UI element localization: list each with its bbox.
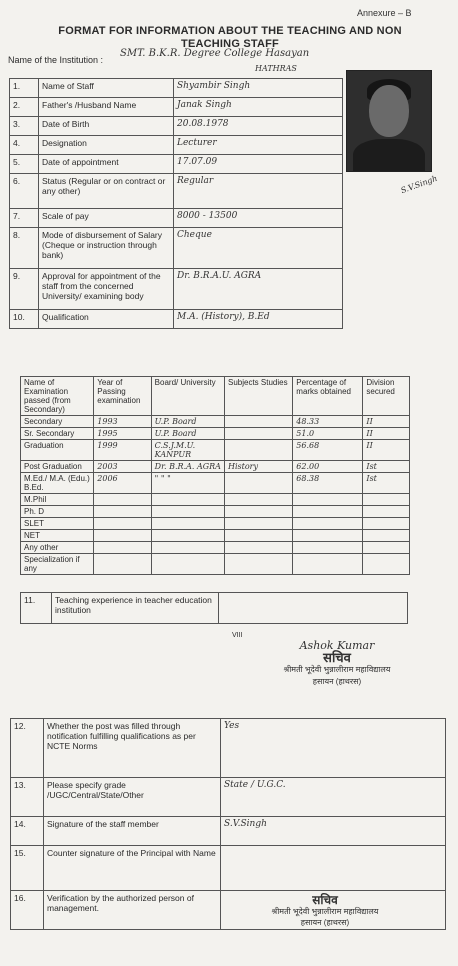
field-label: Status (Regular or on contract or any other): [39, 174, 174, 209]
page-title: FORMAT FOR INFORMATION ABOUT THE TEACHING AND NON TEACHING STAFF: [58, 25, 402, 50]
qualification-cell: [225, 416, 293, 428]
qualification-cell: [225, 428, 293, 440]
qualification-cell: [151, 554, 224, 575]
field-value: Shyambir Singh: [174, 79, 343, 98]
qualification-cell: Secondary: [21, 416, 94, 428]
stamp-line2: हसायन (हाथरस): [312, 677, 362, 686]
qualification-header: Year of Passing examination: [94, 377, 151, 416]
qualification-cell: 68.38: [293, 473, 363, 494]
qualification-cell: 2006: [94, 473, 151, 494]
qualification-cell: [363, 542, 410, 554]
qualification-cell: 1999: [94, 440, 151, 461]
qualification-cell: 1993: [94, 416, 151, 428]
qualification-header: Board/ University: [151, 377, 224, 416]
staff-field-row: [10, 310, 343, 329]
field-label: Designation: [39, 136, 174, 155]
verification-label: Signature of the staff member: [44, 817, 221, 846]
qualification-cell: [363, 518, 410, 530]
field-value: Cheque: [174, 228, 343, 269]
qualification-cell: II: [363, 428, 410, 440]
qualification-cell: SLET: [21, 518, 94, 530]
qualification-cell: [225, 542, 293, 554]
staff-field-row: [10, 209, 343, 228]
qualification-cell: Ph. D: [21, 506, 94, 518]
qualification-cell: [293, 542, 363, 554]
qualification-cell: 1995: [94, 428, 151, 440]
item11-number: 11.: [21, 593, 52, 624]
qualification-cell: [94, 518, 151, 530]
verification-number: 15.: [11, 846, 44, 891]
qualification-cell: [225, 473, 293, 494]
field-value: Janak Singh: [174, 98, 343, 117]
qualification-row: [21, 554, 410, 575]
qualification-cell: II: [363, 440, 410, 461]
qualification-cell: Sr. Secondary: [21, 428, 94, 440]
verification-label: Verification by the authorized person of management.: [44, 891, 221, 930]
field-value: Lecturer: [174, 136, 343, 155]
field-number: 9.: [10, 269, 39, 310]
qualification-cell: Graduation: [21, 440, 94, 461]
staff-field-row: [10, 136, 343, 155]
qualification-cell: [363, 506, 410, 518]
institution-label: Name of the Institution :: [8, 55, 104, 65]
item11-label: Teaching experience in teacher education institution: [52, 593, 219, 624]
institution-value-line2: HATHRAS: [255, 64, 297, 73]
field-label: Approval for appointment of the staff from the concerned University/ examining body: [39, 269, 174, 310]
qualification-cell: [293, 506, 363, 518]
verification-number: 16.: [11, 891, 44, 930]
verification-label: Whether the post was filled through notification fulfilling qualifications as per NCTE Norms: [44, 719, 221, 778]
staff-field-row: [10, 269, 343, 310]
page-marker: VIII: [232, 632, 243, 639]
qualification-cell: [151, 518, 224, 530]
stamp-bottom-line1: श्रीमती भूदेवी भुन्नालीराम महाविद्यालय: [271, 907, 379, 916]
staff-field-row: [10, 98, 343, 117]
qualification-cell: [94, 506, 151, 518]
photo-face: [369, 85, 409, 137]
qualification-cell: [363, 530, 410, 542]
staff-field-row: [10, 155, 343, 174]
qualification-cell: [225, 506, 293, 518]
qualification-row: [21, 416, 410, 428]
qualification-cell: II: [363, 416, 410, 428]
qualification-cell: [94, 542, 151, 554]
secretary-stamp-top: [252, 640, 422, 688]
field-number: 5.: [10, 155, 39, 174]
qualification-cell: [225, 518, 293, 530]
experience-table: [20, 592, 408, 624]
qualification-cell: [151, 542, 224, 554]
staff-field-row: [10, 117, 343, 136]
qualification-cell: 51.0: [293, 428, 363, 440]
field-label: Mode of disbursement of Salary (Cheque or instruction through bank): [39, 228, 174, 269]
qualification-cell: [293, 494, 363, 506]
qualification-row: [21, 461, 410, 473]
verification-number: 13.: [11, 778, 44, 817]
qualification-cell: [225, 530, 293, 542]
qualification-cell: 56.68: [293, 440, 363, 461]
annexure-label: Annexure – B: [357, 8, 412, 18]
qualification-cell: Ist: [363, 473, 410, 494]
field-label: Date of appointment: [39, 155, 174, 174]
qualification-cell: [94, 530, 151, 542]
qualification-row: [21, 494, 410, 506]
qualification-row: [21, 440, 410, 461]
qualification-row: [21, 506, 410, 518]
verification-value: S.V.Singh: [221, 817, 446, 846]
verification-number: 14.: [11, 817, 44, 846]
stamp-signature: Ashok Kumar: [299, 639, 375, 652]
qualification-cell: [151, 506, 224, 518]
qualification-cell: [363, 494, 410, 506]
qualification-cell: NET: [21, 530, 94, 542]
institution-value: SMT. B.K.R. Degree College Hasayan: [120, 48, 310, 59]
qualification-table: [20, 376, 410, 575]
qualification-cell: [94, 494, 151, 506]
field-label: Father's /Husband Name: [39, 98, 174, 117]
field-number: 2.: [10, 98, 39, 117]
verification-value: [221, 846, 446, 891]
qualification-row: [21, 428, 410, 440]
staff-details-table: [9, 78, 343, 329]
qualification-cell: C.S.J.M.U. KANPUR: [151, 440, 224, 461]
qualification-row: [21, 518, 410, 530]
qualification-cell: [363, 554, 410, 575]
qualification-header: Percentage of marks obtained: [293, 377, 363, 416]
qualification-cell: Any other: [21, 542, 94, 554]
verification-number: 12.: [11, 719, 44, 778]
stamp-line1: श्रीमती भूदेवी भुन्नालीराम महाविद्यालय: [283, 665, 391, 674]
photo-shoulders: [353, 139, 425, 172]
item11-value: [219, 593, 408, 624]
qualification-cell: M.Ed./ M.A. (Edu.) B.Ed.: [21, 473, 94, 494]
qualification-cell: " " ": [151, 473, 224, 494]
qualification-cell: History: [225, 461, 293, 473]
field-value: Regular: [174, 174, 343, 209]
stamp-bottom-line2: हसायन (हाथरस): [300, 918, 350, 927]
staff-field-row: [10, 79, 343, 98]
qualification-cell: [151, 494, 224, 506]
qualification-header: Division secured: [363, 377, 410, 416]
qualification-header: Name of Examination passed (from Secondary): [21, 377, 94, 416]
verification-row: [11, 846, 446, 891]
field-label: Scale of pay: [39, 209, 174, 228]
qualification-header: Subjects Studies: [225, 377, 293, 416]
field-value: 17.07.09: [174, 155, 343, 174]
qualification-row: [21, 473, 410, 494]
field-number: 1.: [10, 79, 39, 98]
stamp-title: सचिव: [323, 650, 351, 665]
verification-label: Counter signature of the Principal with Name: [44, 846, 221, 891]
field-value: M.A. (History), B.Ed: [174, 310, 343, 329]
field-label: Date of Birth: [39, 117, 174, 136]
verification-value: State / U.G.C.: [221, 778, 446, 817]
qualification-cell: U.P. Board: [151, 416, 224, 428]
field-value: Dr. B.R.A.U. AGRA: [174, 269, 343, 310]
field-value: 20.08.1978: [174, 117, 343, 136]
verification-label: Please specify grade /UGC/Central/State/Other: [44, 778, 221, 817]
photo-signature: S.V.Singh: [399, 173, 439, 196]
verification-row: [11, 817, 446, 846]
qualification-cell: 62.00: [293, 461, 363, 473]
verification-value: Yes: [221, 719, 446, 778]
field-label: Name of Staff: [39, 79, 174, 98]
qualification-cell: M.Phil: [21, 494, 94, 506]
qualification-cell: [293, 530, 363, 542]
qualification-cell: [293, 518, 363, 530]
field-value: 8000 - 13500: [174, 209, 343, 228]
field-number: 3.: [10, 117, 39, 136]
staff-field-row: [10, 228, 343, 269]
qualification-cell: U.P. Board: [151, 428, 224, 440]
qualification-cell: Ist: [363, 461, 410, 473]
qualification-cell: Post Graduation: [21, 461, 94, 473]
qualification-cell: 2003: [94, 461, 151, 473]
field-number: 8.: [10, 228, 39, 269]
qualification-cell: [94, 554, 151, 575]
stamp-bottom-title: सचिव: [312, 893, 338, 907]
field-number: 7.: [10, 209, 39, 228]
qualification-row: [21, 542, 410, 554]
field-number: 10.: [10, 310, 39, 329]
secretary-stamp-bottom: [230, 895, 420, 928]
qualification-cell: Specialization if any: [21, 554, 94, 575]
field-number: 4.: [10, 136, 39, 155]
qualification-cell: [225, 440, 293, 461]
field-label: Qualification: [39, 310, 174, 329]
verification-row: [11, 778, 446, 817]
field-number: 6.: [10, 174, 39, 209]
qualification-row: [21, 530, 410, 542]
qualification-cell: [151, 530, 224, 542]
staff-photo: [346, 70, 432, 172]
qualification-cell: [225, 494, 293, 506]
qualification-cell: 48.33: [293, 416, 363, 428]
staff-field-row: [10, 174, 343, 209]
qualification-cell: Dr. B.R.A. AGRA: [151, 461, 224, 473]
qualification-cell: [293, 554, 363, 575]
verification-row: [11, 719, 446, 778]
qualification-cell: [225, 554, 293, 575]
